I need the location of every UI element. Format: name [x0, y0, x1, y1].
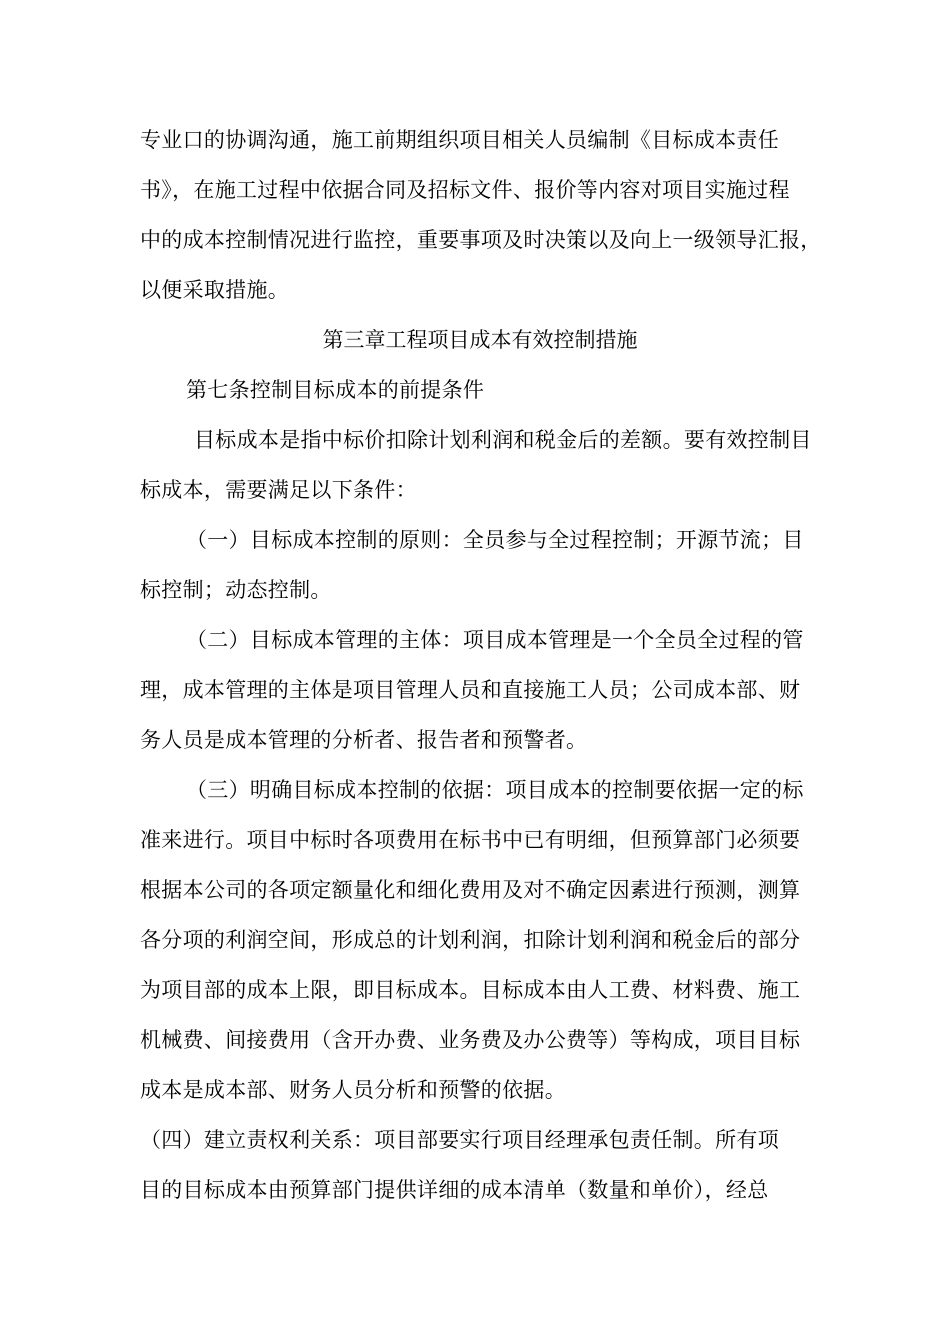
paragraph-line: 标控制；动态控制。 — [140, 578, 332, 602]
paragraph-line: 务人员是成本管理的分析者、报告者和预警者。 — [140, 728, 588, 752]
paragraph-line: （四）建立责权利关系：项目部要实行项目经理承包责任制。所有项 — [140, 1128, 779, 1152]
paragraph-line: 以便采取措施。 — [140, 278, 290, 302]
paragraph-line: 专业口的协调沟通，施工前期组织项目相关人员编制《目标成本责任 — [140, 128, 779, 152]
paragraph-line: 根据本公司的各项定额量化和细化费用及对不确定因素进行预测，测算 — [140, 878, 801, 902]
paragraph-line: 机械费、间接费用（含开办费、业务费及办公费等）等构成，项目目标 — [140, 1028, 801, 1052]
paragraph-line: （二）目标成本管理的主体：项目成本管理是一个全员全过程的管 — [186, 628, 804, 652]
paragraph-line: （一）目标成本控制的原则：全员参与全过程控制；开源节流；目 — [186, 528, 804, 552]
paragraph-line: 目的目标成本由预算部门提供详细的成本清单（数量和单价），经总 — [140, 1178, 769, 1202]
article-heading: 第七条控制目标成本的前提条件 — [186, 378, 485, 402]
paragraph-line: 标成本，需要满足以下条件： — [140, 478, 417, 502]
paragraph-line: （三）明确目标成本控制的依据：项目成本的控制要依据一定的标 — [186, 778, 804, 802]
paragraph-line: 书》，在施工过程中依据合同及招标文件、报价等内容对项目实施过程 — [140, 178, 790, 202]
paragraph-line: 理，成本管理的主体是项目管理人员和直接施工人员；公司成本部、财 — [140, 678, 801, 702]
paragraph-line: 为项目部的成本上限，即目标成本。目标成本由人工费、材料费、施工 — [140, 978, 801, 1002]
paragraph-line: 各分项的利润空间，形成总的计划利润，扣除计划利润和税金后的部分 — [140, 928, 801, 952]
paragraph-line: 成本是成本部、财务人员分析和预警的依据。 — [140, 1078, 566, 1102]
paragraph-line: 中的成本控制情况进行监控，重要事项及时决策以及向上一级领导汇报， — [140, 228, 822, 252]
paragraph-line: 目标成本是指中标价扣除计划利润和税金后的差额。要有效控制目 — [194, 428, 812, 452]
paragraph-line: 准来进行。项目中标时各项费用在标书中已有明细，但预算部门必须要 — [140, 828, 801, 852]
chapter-heading: 第三章工程项目成本有效控制措施 — [322, 328, 638, 352]
